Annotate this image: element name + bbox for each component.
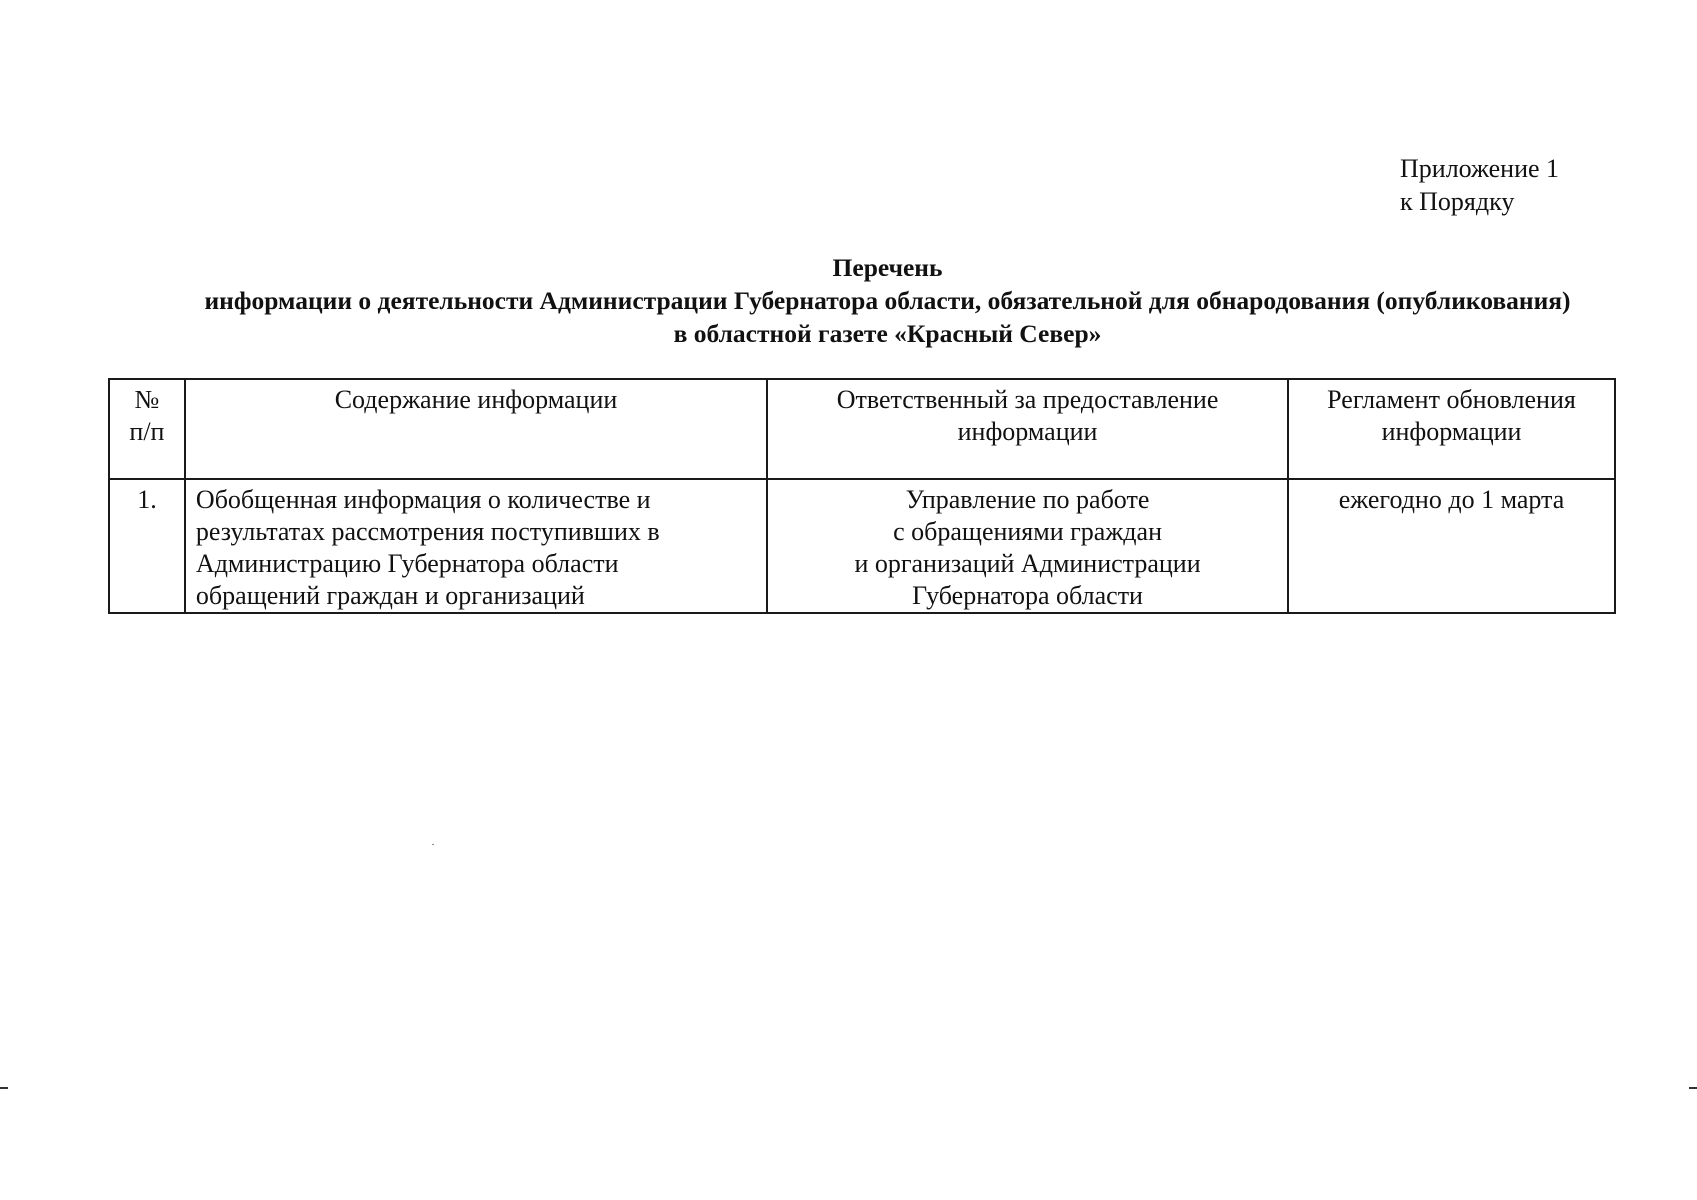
row-schedule: ежегодно до 1 марта: [1288, 479, 1615, 613]
scan-speck: [432, 844, 434, 845]
header-responsible: Ответственный за предоставление информации: [767, 379, 1288, 479]
title-line-2: информации о деятельности Администрации Губернатора области, обязательной для обнародования (опубликования): [204, 286, 1571, 315]
table-header-row: [109, 379, 1615, 479]
header-number: № п/п: [109, 379, 185, 479]
row-number: 1.: [109, 479, 185, 613]
info-table: [108, 378, 1616, 614]
row-responsible: Управление по работе с обращениями граждан и организаций Администрации Губернатора области: [767, 479, 1288, 613]
appendix-line-2: к Порядку: [1400, 187, 1515, 216]
appendix-note: [1400, 152, 1559, 218]
header-content: Содержание информации: [185, 379, 767, 479]
scan-edge-mark-left: [0, 1087, 8, 1089]
title-line-3: в областной газете «Красный Север»: [673, 319, 1102, 348]
header-schedule: Регламент обновления информации: [1288, 379, 1615, 479]
document-title: [0, 251, 1697, 350]
table-row: [109, 479, 1615, 613]
title-line-1: Перечень: [832, 253, 943, 282]
appendix-line-1: Приложение 1: [1400, 154, 1560, 183]
row-content: Обобщенная информация о количестве и результатах рассмотрения поступивших в Администрацию Губернатора области обращений граждан и организаций: [185, 479, 767, 613]
scan-edge-mark-right: [1689, 1087, 1697, 1089]
